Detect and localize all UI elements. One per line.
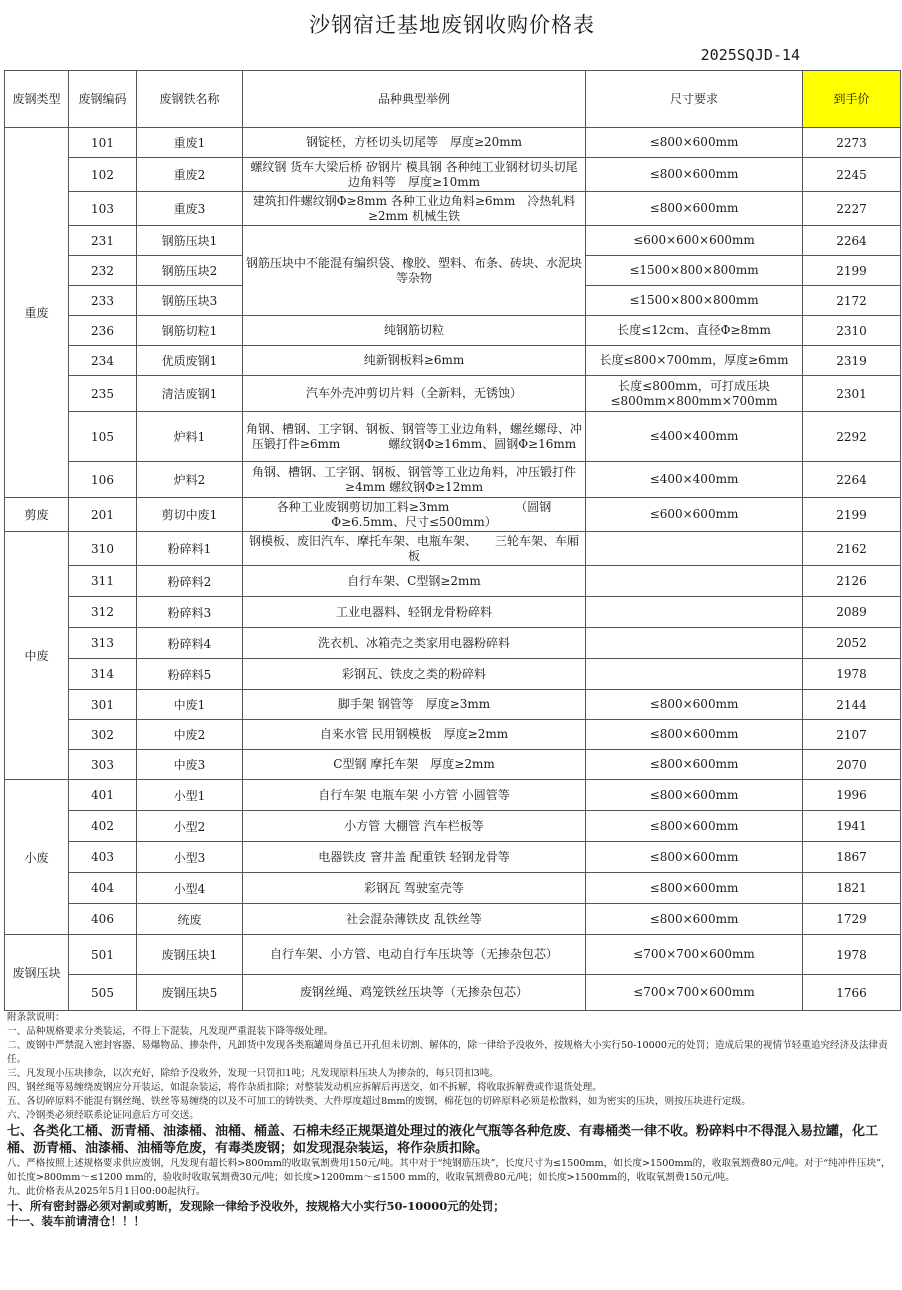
table-row [5, 412, 901, 462]
code-cell: 401 [69, 780, 137, 811]
table-row [5, 780, 901, 811]
size-cell: 长度≤800×700mm，厚度≥6mm [586, 346, 803, 376]
price-cell: 1941 [803, 811, 901, 842]
price-cell: 2227 [803, 192, 901, 226]
size-cell: ≤400×400mm [586, 462, 803, 498]
table-row [5, 597, 901, 628]
code-cell: 102 [69, 158, 137, 192]
name-cell: 粉碎料3 [137, 597, 243, 628]
name-cell: 小型4 [137, 873, 243, 904]
name-cell: 废钢压块1 [137, 935, 243, 975]
example-cell: 建筑扣件螺纹钢Φ≥8mm 各种工业边角料≥6mm 冷热轧料≥2mm 机械生铁 [243, 192, 586, 226]
price-cell: 1766 [803, 975, 901, 1011]
note-item-bold: 十一、装车前请清仓！！！ [7, 1214, 145, 1228]
example-cell: 纯新钢板料≥6mm [243, 346, 586, 376]
size-cell: ≤800×600mm [586, 842, 803, 873]
size-cell: ≤700×700×600mm [586, 935, 803, 975]
name-cell: 炉料2 [137, 462, 243, 498]
code-cell: 303 [69, 750, 137, 780]
code-cell: 311 [69, 566, 137, 597]
price-cell: 2107 [803, 720, 901, 750]
size-cell: ≤400×400mm [586, 412, 803, 462]
code-cell: 404 [69, 873, 137, 904]
table-row [5, 376, 901, 412]
size-cell: ≤800×600mm [586, 128, 803, 158]
code-cell: 235 [69, 376, 137, 412]
name-cell: 重废2 [137, 158, 243, 192]
price-sheet [4, 0, 900, 1229]
document-code: 2025SQJD-14 [700, 46, 800, 64]
example-cell: 钢筋压块中不能混有编织袋、橡胶、塑料、布条、砖块、水泥块等杂物 [243, 226, 586, 316]
size-cell [586, 659, 803, 690]
name-cell: 剪切中废1 [137, 498, 243, 532]
code-cell: 236 [69, 316, 137, 346]
table-row [5, 498, 901, 532]
code-cell: 310 [69, 532, 137, 566]
size-cell: 长度≤800mm，可打成压块≤800mm×800mm×700mm [586, 376, 803, 412]
name-cell: 优质废钢1 [137, 346, 243, 376]
example-cell: 自行车架、小方管、电动自行车压块等（无掺杂包芯） [243, 935, 586, 975]
page-title: 沙钢宿迁基地废钢收购价格表 [309, 13, 595, 37]
table-row [5, 346, 901, 376]
table-row [5, 192, 901, 226]
table-row [5, 904, 901, 935]
table-row [5, 750, 901, 780]
size-cell [586, 532, 803, 566]
code-cell: 231 [69, 226, 137, 256]
example-cell: 汽车外壳冲剪切片料（全新料，无锈蚀） [243, 376, 586, 412]
header-name: 废钢铁名称 [137, 71, 243, 128]
name-cell: 粉碎料1 [137, 532, 243, 566]
header-code: 废钢编码 [69, 71, 137, 128]
code-cell: 103 [69, 192, 137, 226]
size-cell: ≤600×600×600mm [586, 226, 803, 256]
example-cell: 角钢、槽钢、工字钢、钢板、钢管等工业边角料，冲压锻打件 ≥4mm 螺纹钢Φ≥12mm [243, 462, 586, 498]
table-row [5, 811, 901, 842]
note-item: 四、钢丝绳等易缠绕废钢应分开装运，如混杂装运，将作杂质扣除；对整装发动机应拆解后再送交，如不拆解，将收取拆解费或作退货处理。 [7, 1082, 602, 1093]
example-cell: 钢锭柸，方柸切头切尾等 厚度≥20mm [243, 128, 586, 158]
code-cell: 313 [69, 628, 137, 659]
price-cell: 1978 [803, 659, 901, 690]
category-cell: 剪废 [5, 498, 69, 532]
table-row [5, 690, 901, 720]
example-cell: 废钢丝绳、鸡笼铁丝压块等（无掺杂包芯） [243, 975, 586, 1011]
name-cell: 粉碎料2 [137, 566, 243, 597]
price-cell: 2089 [803, 597, 901, 628]
example-cell: 自行车架 电瓶车架 小方管 小圆管等 [243, 780, 586, 811]
price-cell: 2264 [803, 462, 901, 498]
table-row [5, 842, 901, 873]
name-cell: 小型2 [137, 811, 243, 842]
name-cell: 钢筋压块1 [137, 226, 243, 256]
name-cell: 钢筋压块2 [137, 256, 243, 286]
name-cell: 炉料1 [137, 412, 243, 462]
name-cell: 重废3 [137, 192, 243, 226]
size-cell: ≤800×600mm [586, 873, 803, 904]
category-cell: 重废 [5, 128, 69, 498]
name-cell: 重废1 [137, 128, 243, 158]
name-cell: 中废1 [137, 690, 243, 720]
size-cell: ≤800×600mm [586, 720, 803, 750]
note-item: 三、凡发现小压块掺杂，以次充好，除给予没收外，发现一只罚扣1吨；凡发现原料压块人为掺杂的，每只罚扣3吨。 [7, 1068, 499, 1079]
table-header-row [5, 71, 901, 128]
size-cell: ≤700×700×600mm [586, 975, 803, 1011]
table-row [5, 462, 901, 498]
price-cell: 2301 [803, 376, 901, 412]
note-item: 五、各切碎原料不能混有钢丝绳、铁丝等易缠绕的以及不可加工的铸铁类、大件厚度超过8mm的废钢，棉花包的切碎原料必须是松散料，如为密实的压块，则按压块进行定级。 [7, 1096, 751, 1107]
name-cell: 中废3 [137, 750, 243, 780]
example-cell: 角钢、槽钢、工字钢、钢板、钢管等工业边角料，螺丝螺母、冲压锻打件≥6mm 螺纹钢Φ≥16mm、圆钢Φ≥16mm [243, 412, 586, 462]
example-cell: 螺纹钢 货车大梁后桥 矽钢片 模具钢 各种纯工业钢材切头切尾边角料等 厚度≥10mm [243, 158, 586, 192]
name-cell: 钢筋切粒1 [137, 316, 243, 346]
price-cell: 2273 [803, 128, 901, 158]
size-cell [586, 566, 803, 597]
code-cell: 234 [69, 346, 137, 376]
size-cell: ≤1500×800×800mm [586, 286, 803, 316]
name-cell: 粉碎料4 [137, 628, 243, 659]
example-cell: 电器铁皮 窨井盖 配重铁 轻钢龙骨等 [243, 842, 586, 873]
size-cell: ≤1500×800×800mm [586, 256, 803, 286]
price-cell: 2292 [803, 412, 901, 462]
note-item: 二、废钢中严禁混入密封容器、易爆物品、掺杂件，凡卸货中发现各类瓶罐周身虽已开孔但未切割、解体的，除一律给予没收外，按规格大小实行50-10000元的处罚；造成后果的视情节轻重追究经济及法律责任。 [7, 1040, 888, 1065]
table-row [5, 935, 901, 975]
name-cell: 粉碎料5 [137, 659, 243, 690]
table-row [5, 659, 901, 690]
category-cell: 废钢压块 [5, 935, 69, 1011]
code-cell: 201 [69, 498, 137, 532]
price-cell: 2245 [803, 158, 901, 192]
price-cell: 2144 [803, 690, 901, 720]
code-cell: 406 [69, 904, 137, 935]
price-cell: 2052 [803, 628, 901, 659]
header-example: 品种典型举例 [243, 71, 586, 128]
size-cell: ≤800×600mm [586, 158, 803, 192]
example-cell: 彩钢瓦 驾驶室壳等 [243, 873, 586, 904]
price-cell: 2264 [803, 226, 901, 256]
example-cell: 小方管 大棚管 汽车栏板等 [243, 811, 586, 842]
table-row [5, 628, 901, 659]
example-cell: 洗衣机、冰箱壳之类家用电器粉碎料 [243, 628, 586, 659]
code-cell: 402 [69, 811, 137, 842]
price-cell: 2319 [803, 346, 901, 376]
name-cell: 统废 [137, 904, 243, 935]
code-cell: 106 [69, 462, 137, 498]
category-cell: 小废 [5, 780, 69, 935]
example-cell: 钢模板、废旧汽车、摩托车架、电瓶车架、 三轮车架、车厢板 [243, 532, 586, 566]
name-cell: 中废2 [137, 720, 243, 750]
header-price: 到手价 [803, 71, 901, 128]
note-item: 八、严格按照上述规格要求供应废钢，凡发现有超长料>800mm的收取氧割费用150元/吨。其中对于“纯钢筋压块”，长度尺寸为≤1500mm，如长度>1500mm的，收取氧割费80元/吨。对于“纯冲件压块”，如长度>800mm～≤1200 mm的，验收时收取氧割费30元/吨；如长度>1200mm～≤1500 mm的，收取氧割费80元/吨；如长度>1500mm的，收取氧割费150元/吨。 [7, 1158, 891, 1183]
table-row [5, 316, 901, 346]
size-cell [586, 628, 803, 659]
size-cell: ≤600×600mm [586, 498, 803, 532]
code-cell: 101 [69, 128, 137, 158]
example-cell: 彩钢瓦、铁皮之类的粉碎料 [243, 659, 586, 690]
table-row [5, 873, 901, 904]
size-cell: ≤800×600mm [586, 750, 803, 780]
code-cell: 312 [69, 597, 137, 628]
size-cell: ≤800×600mm [586, 192, 803, 226]
code-cell: 301 [69, 690, 137, 720]
price-cell: 2162 [803, 532, 901, 566]
price-table [4, 70, 901, 1011]
size-cell: ≤800×600mm [586, 690, 803, 720]
notes-heading: 附条款说明： [7, 1012, 65, 1023]
note-item: 九、此价格表从2025年5月1日00:00起执行。 [7, 1186, 206, 1197]
size-cell: ≤800×600mm [586, 811, 803, 842]
size-cell [586, 597, 803, 628]
table-row [5, 975, 901, 1011]
table-row [5, 226, 901, 256]
price-cell: 2310 [803, 316, 901, 346]
example-cell: 自行车架、C型钢≥2mm [243, 566, 586, 597]
example-cell: 纯钢筋切粒 [243, 316, 586, 346]
code-cell: 403 [69, 842, 137, 873]
note-item: 一、品种规格要求分类装运，不得上下混装，凡发现严重混装下降等级处理。 [7, 1026, 334, 1037]
table-row [5, 158, 901, 192]
table-row [5, 720, 901, 750]
price-cell: 2199 [803, 256, 901, 286]
note-item-bold: 十、所有密封器必须对割或剪断，发现除一律给予没收外，按规格大小实行50-10000元的处罚； [7, 1199, 505, 1213]
price-cell: 1978 [803, 935, 901, 975]
name-cell: 小型3 [137, 842, 243, 873]
code-cell: 232 [69, 256, 137, 286]
note-item: 六、冷钢类必须经联系论证同意后方可交送。 [7, 1110, 199, 1121]
header-size: 尺寸要求 [586, 71, 803, 128]
table-row [5, 128, 901, 158]
price-cell: 1729 [803, 904, 901, 935]
header-category: 废钢类型 [5, 71, 69, 128]
size-cell: ≤800×600mm [586, 904, 803, 935]
code-cell: 505 [69, 975, 137, 1011]
notes-section [4, 1011, 900, 1229]
name-cell: 废钢压块5 [137, 975, 243, 1011]
category-cell: 中废 [5, 532, 69, 780]
price-cell: 2070 [803, 750, 901, 780]
price-cell: 2126 [803, 566, 901, 597]
price-cell: 2199 [803, 498, 901, 532]
code-cell: 501 [69, 935, 137, 975]
code-cell: 233 [69, 286, 137, 316]
example-cell: 各种工业废钢剪切加工料≥3mm （圆钢Φ≥6.5mm、尺寸≤500mm） [243, 498, 586, 532]
code-cell: 105 [69, 412, 137, 462]
name-cell: 小型1 [137, 780, 243, 811]
example-cell: 脚手架 钢管等 厚度≥3mm [243, 690, 586, 720]
note-item-bold: 七、各类化工桶、沥青桶、油漆桶、油桶、桶盖、石棉未经正规渠道处理过的液化气瓶等各种危废、有毒桶类一律不收。粉碎料中不得混入易拉罐，化工桶、沥青桶、油漆桶、油桶等危废，有毒类废钢；如发现混杂装运，将作杂质扣除。 [7, 1124, 879, 1156]
example-cell: 工业电器料、轻钢龙骨粉碎料 [243, 597, 586, 628]
size-cell: 长度≤12cm、直径Φ≥8mm [586, 316, 803, 346]
code-cell: 314 [69, 659, 137, 690]
example-cell: 自来水管 民用钢模板 厚度≥2mm [243, 720, 586, 750]
price-cell: 2172 [803, 286, 901, 316]
name-cell: 清洁废钢1 [137, 376, 243, 412]
table-row [5, 566, 901, 597]
price-cell: 1821 [803, 873, 901, 904]
price-cell: 1996 [803, 780, 901, 811]
example-cell: 社会混杂薄铁皮 乱铁丝等 [243, 904, 586, 935]
table-row [5, 532, 901, 566]
size-cell: ≤800×600mm [586, 780, 803, 811]
code-cell: 302 [69, 720, 137, 750]
example-cell: C型钢 摩托车架 厚度≥2mm [243, 750, 586, 780]
name-cell: 钢筋压块3 [137, 286, 243, 316]
price-cell: 1867 [803, 842, 901, 873]
